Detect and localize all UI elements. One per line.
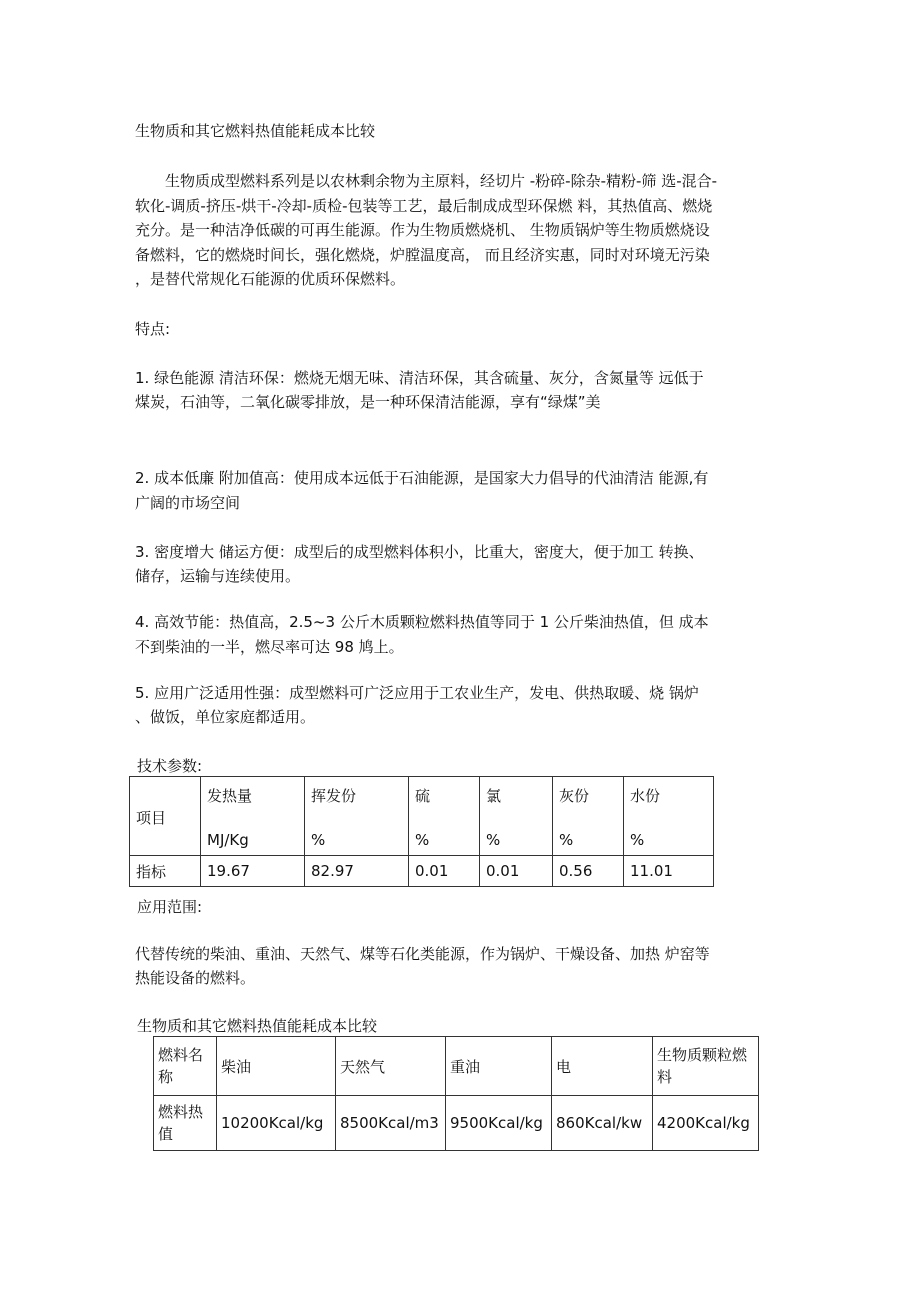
- column-header: 氯: [486, 787, 502, 805]
- page-title: 生物质和其它燃料热值能耗成本比较: [135, 122, 376, 140]
- feature-line: 、做饭，单位家庭都适用。: [135, 708, 316, 726]
- column-unit: %: [559, 831, 574, 849]
- tech-heading: 技术参数:: [137, 757, 203, 775]
- table-cell: 82.97: [305, 856, 409, 887]
- column-header: 灰份: [559, 787, 590, 805]
- table-cell: 10200Kcal/kg: [217, 1096, 336, 1151]
- column-header: 挥发份: [311, 787, 357, 805]
- table-cell: 19.67: [201, 856, 305, 887]
- intro-line: 备燃料，它的燃烧时间长，强化燃烧，炉膛温度高， 而且经济实惠，同时对环境无污染: [135, 246, 710, 264]
- comparison-title: 生物质和其它燃料热值能耗成本比较: [137, 1017, 378, 1035]
- table-cell: 9500Kcal/kg: [446, 1096, 552, 1151]
- column-unit: MJ/Kg: [207, 831, 249, 849]
- table-cell: 燃料热值: [154, 1096, 217, 1151]
- feature-line: 不到柴油的一半，燃尽率可达 98 鸠上。: [135, 638, 404, 656]
- feature-line: 4. 高效节能：热值高，2.5~3 公斤木质颗粒燃料热值等同于 1 公斤柴油热值，但 成本: [135, 613, 709, 631]
- table-cell: 生物质颗粒燃料: [653, 1037, 759, 1096]
- feature-line: 5. 应用广泛适用性强：成型燃料可广泛应用于工农业生产，发电、供热取暖、烧 锅炉: [135, 684, 699, 702]
- application-line: 代替传统的柴油、重油、天然气、煤等石化类能源，作为锅炉、干燥设备、加热 炉窑等: [135, 945, 710, 963]
- table-cell: 燃料名称: [154, 1037, 217, 1096]
- application-heading: 应用范围:: [137, 898, 203, 916]
- feature-line: 3. 密度增大 储运方便：成型后的成型燃料体积小，比重大，密度大，便于加工 转换、: [135, 543, 704, 561]
- table-cell: 柴油: [217, 1037, 336, 1096]
- tech-params-table: [129, 776, 714, 887]
- table-cell: 8500Kcal/m3: [336, 1096, 446, 1151]
- application-line: 热能设备的燃料。: [135, 969, 256, 987]
- feature-line: 煤炭，石油等，二氧化碳零排放，是一种环保清洁能源，享有“绿煤”美: [135, 393, 601, 411]
- feature-line: 2. 成本低廉 附加值高：使用成本远低于石油能源，是国家大力倡导的代油清洁 能源,有: [135, 469, 709, 487]
- table-cell: 4200Kcal/kg: [653, 1096, 759, 1151]
- table-cell: 重油: [446, 1037, 552, 1096]
- column-header: 水份: [630, 787, 661, 805]
- feature-line: 1. 绿色能源 清洁环保：燃烧无烟无味、清洁环保，其含硫量、灰分，含氮量等 远低于: [135, 369, 704, 387]
- table-cell: [624, 777, 714, 856]
- column-unit: %: [486, 831, 501, 849]
- table-cell: [130, 777, 201, 856]
- features-heading: 特点:: [135, 320, 171, 338]
- column-unit: %: [311, 831, 326, 849]
- table-cell: 860Kcal/kw: [552, 1096, 653, 1151]
- feature-line: 广阔的市场空间: [135, 494, 241, 512]
- column-header: 硫: [415, 787, 431, 805]
- column-unit: %: [630, 831, 645, 849]
- table-cell: 0.01: [480, 856, 553, 887]
- column-unit: %: [415, 831, 430, 849]
- table-row: [130, 856, 714, 887]
- table-cell: 电: [552, 1037, 653, 1096]
- table-cell: 0.56: [553, 856, 624, 887]
- feature-line: 储存，运输与连续使用。: [135, 567, 301, 585]
- table-cell: 指标: [130, 856, 201, 887]
- table-cell: 0.01: [409, 856, 480, 887]
- table-cell: 11.01: [624, 856, 714, 887]
- table-cell: [305, 777, 409, 856]
- table-cell: [409, 777, 480, 856]
- intro-line: 生物质成型燃料系列是以农林剩余物为主原料，经切片 -粉碎-除杂-精粉-筛 选-混合-: [165, 172, 718, 190]
- table-cell: [201, 777, 305, 856]
- table-cell: [553, 777, 624, 856]
- table-row: [154, 1037, 759, 1096]
- intro-line: 充分。是一种洁净低碳的可再生能源。作为生物质燃烧机、 生物质锅炉等生物质燃烧设: [135, 221, 710, 239]
- intro-line: ，是替代常规化石能源的优质环保燃料。: [135, 270, 406, 288]
- fuel-comparison-table: [153, 1036, 759, 1151]
- row-label-header: 项目: [136, 809, 167, 827]
- column-header: 发热量: [207, 787, 253, 805]
- intro-line: 软化-调质-挤压-烘干-冷却-质检-包装等工艺，最后制成成型环保燃 料，其热值高、燃烧: [135, 197, 713, 215]
- table-row: [154, 1096, 759, 1151]
- table-row: [130, 777, 714, 856]
- table-cell: [480, 777, 553, 856]
- table-cell: 天然气: [336, 1037, 446, 1096]
